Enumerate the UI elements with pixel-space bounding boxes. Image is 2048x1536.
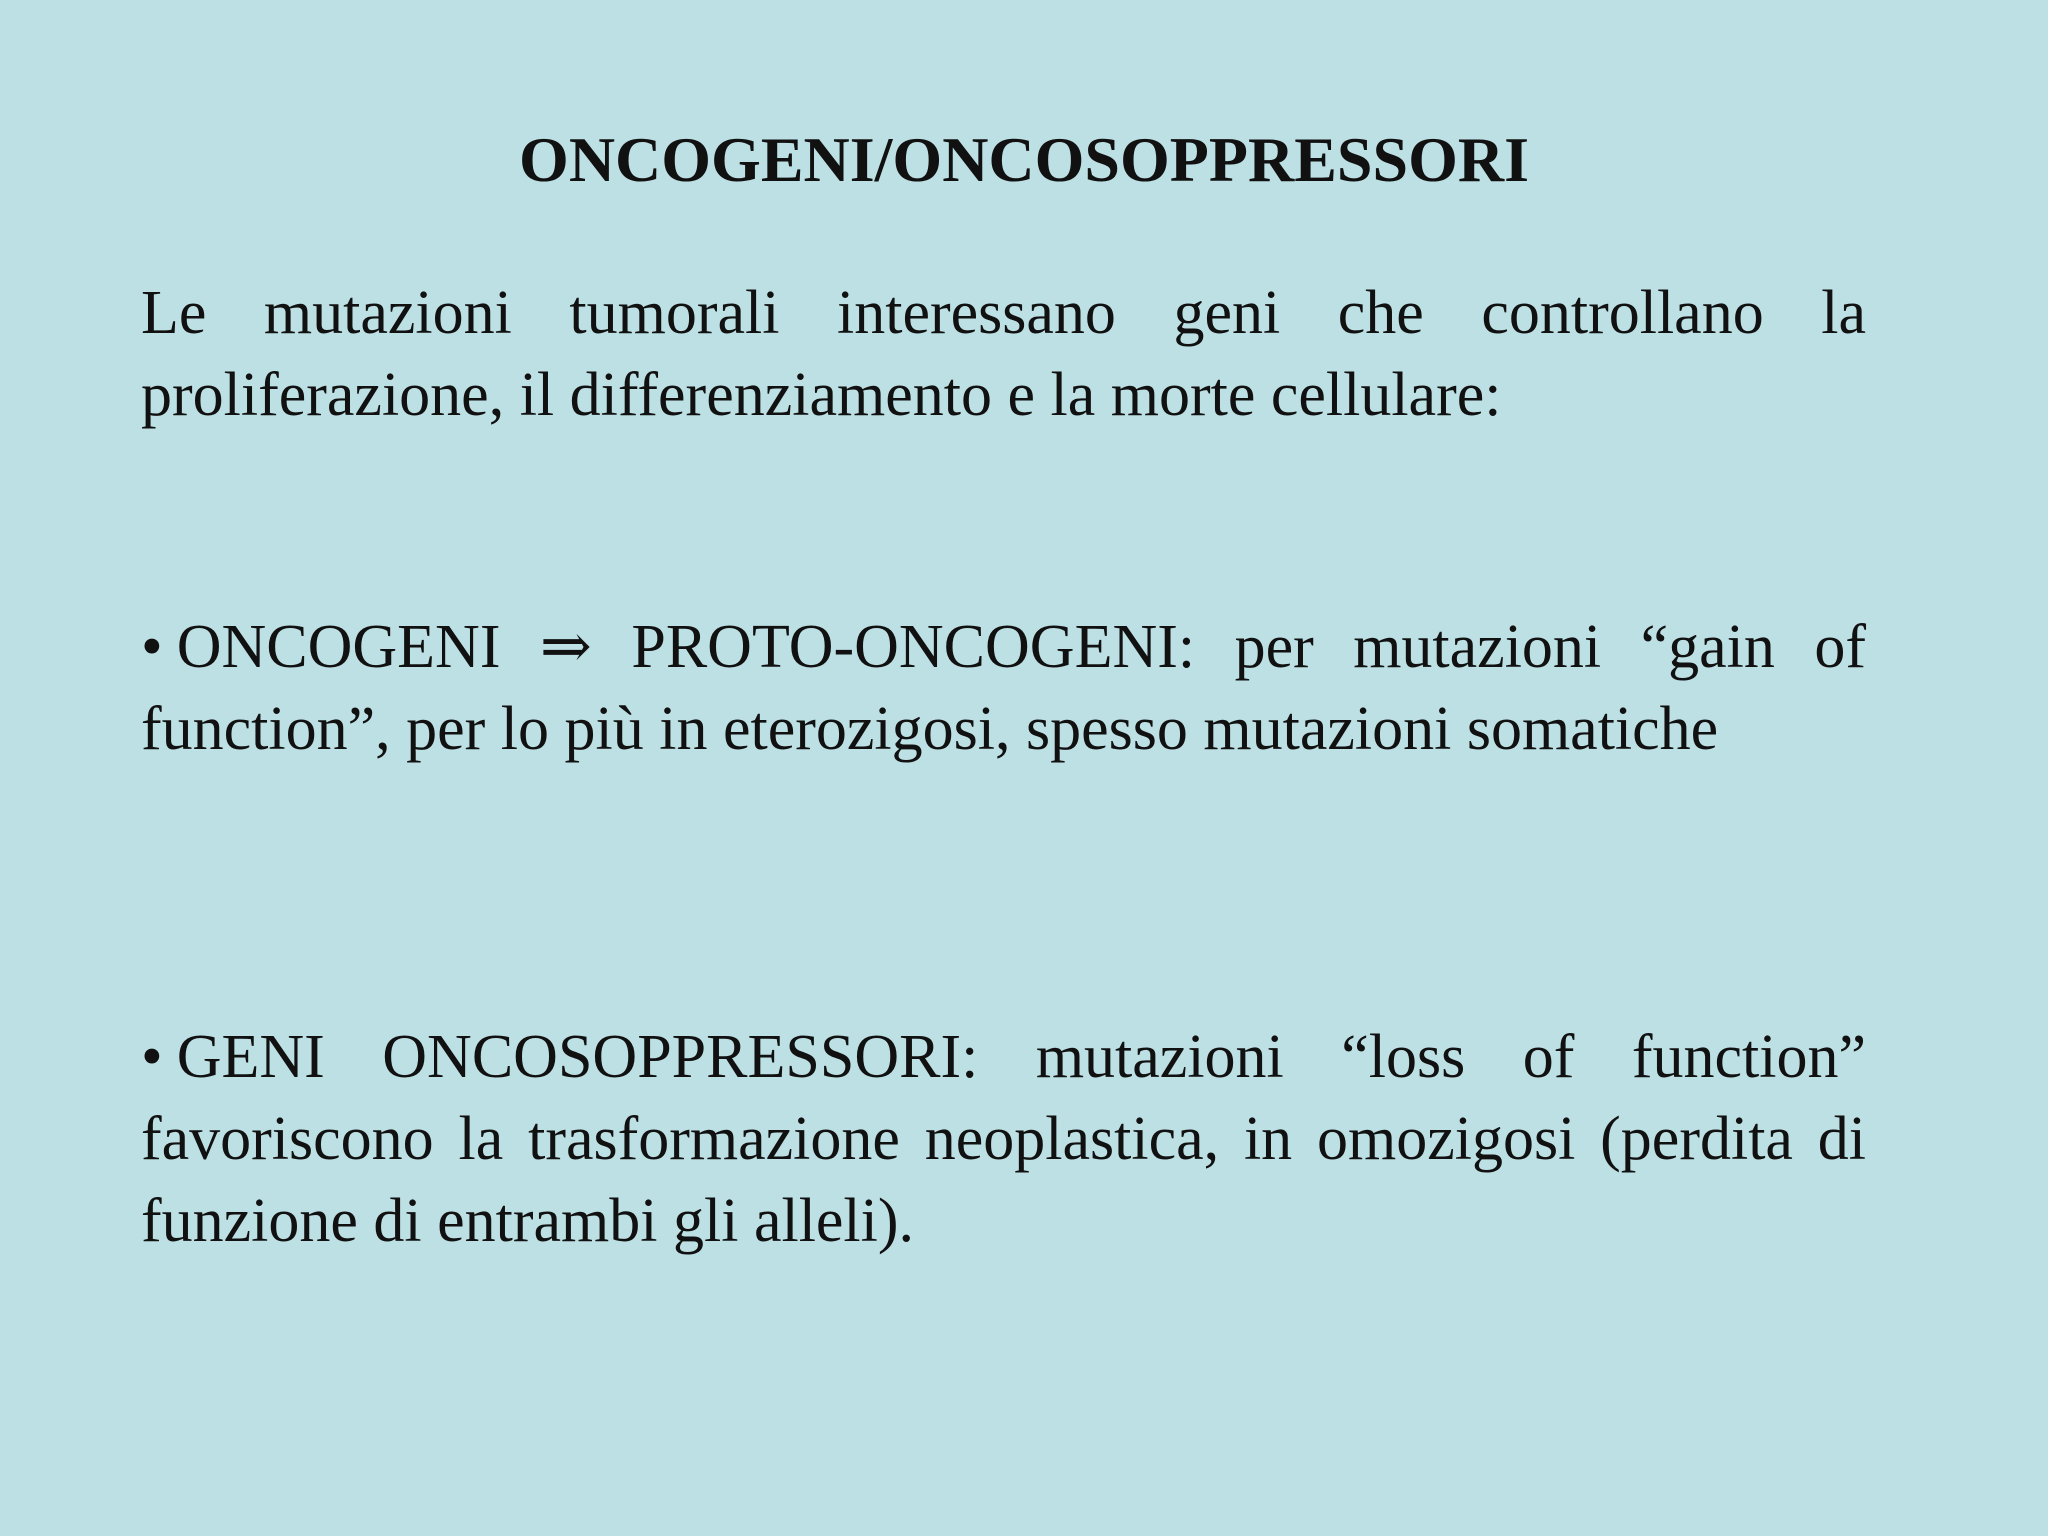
bullet-text: GENI ONCOSOPPRESSORI: mutazioni “loss of function” favoriscono la trasformazione neoplastica, in omozigosi (perdita di funzione di entrambi gli alleli). — [141, 1023, 1866, 1255]
bullet-oncogeni — [141, 606, 1866, 770]
bullet-text: ONCOGENI ⇒ PROTO-ONCOGENI: per mutazioni “gain of function”, per lo più in eterozigosi, spesso mutazioni somatiche — [141, 613, 1866, 763]
intro-paragraph: Le mutazioni tumorali interessano geni che controllano la proliferazione, il differenziamento e la morte cellulare: — [141, 279, 1866, 429]
bullet-marker: • — [141, 613, 163, 681]
slide-title: ONCOGENI/ONCOSOPPRESSORI — [519, 124, 1529, 195]
bullet-marker: • — [141, 1023, 163, 1091]
bullet-oncosoppressori — [141, 1016, 1866, 1262]
